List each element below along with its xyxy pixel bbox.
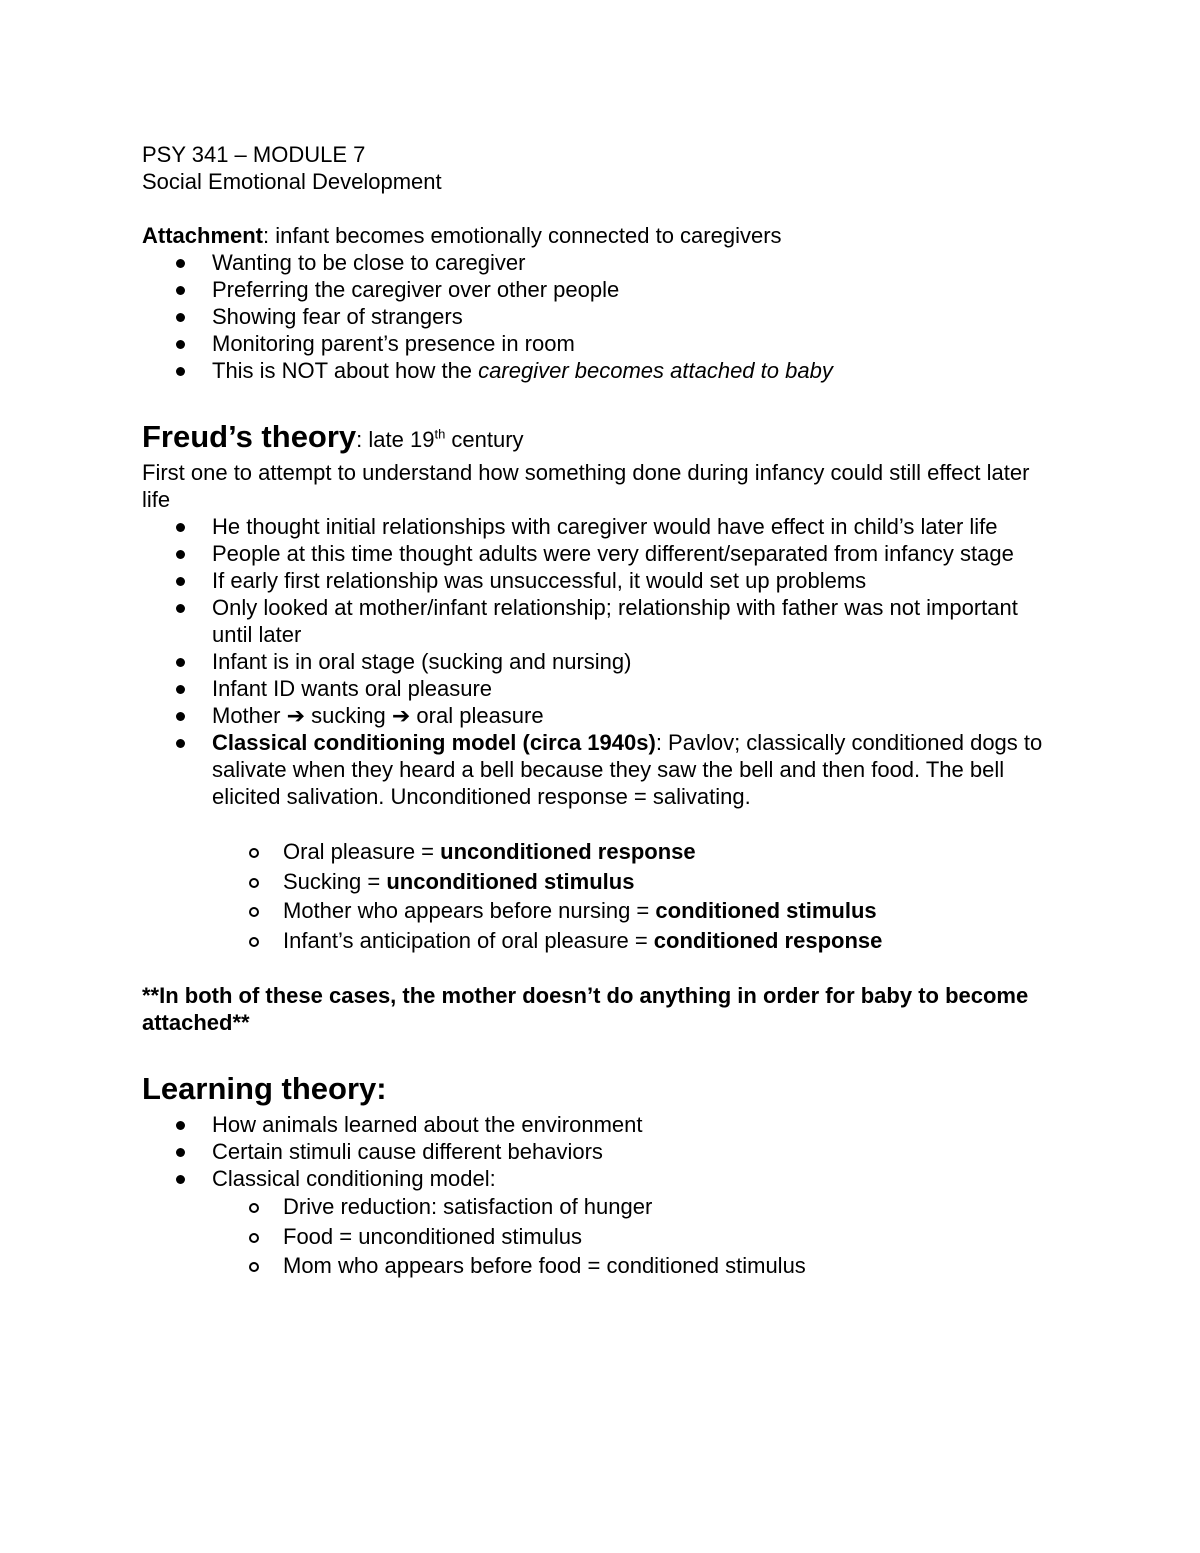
- sub-item-bold: conditioned stimulus: [655, 898, 877, 923]
- chain-mother: Mother: [212, 703, 287, 728]
- freud-heading-suffix: : late 19: [356, 427, 435, 452]
- list-item: [142, 729, 1062, 810]
- sub-item-bold: unconditioned response: [440, 839, 696, 864]
- chain-sucking: sucking: [305, 703, 392, 728]
- list-item: Showing fear of strangers: [142, 303, 1062, 330]
- list-item: If early first relationship was unsuccessful, it would set up problems: [142, 567, 1062, 594]
- list-item: [142, 702, 1062, 729]
- sub-item-bold: conditioned response: [653, 927, 883, 953]
- list-item: [142, 926, 1062, 956]
- chain-oral-pleasure: oral pleasure: [410, 703, 544, 728]
- freud-sub-list: [142, 837, 1062, 955]
- module-subtitle: Social Emotional Development: [142, 169, 442, 194]
- list-item: [142, 357, 1062, 384]
- attachment-note: [142, 982, 1062, 1036]
- sub-item-text: Sucking =: [283, 868, 387, 894]
- list-item: Food = unconditioned stimulus: [142, 1222, 1062, 1252]
- attachment-definition: [142, 222, 1062, 249]
- list-item: People at this time thought adults were very different/separated from infancy stage: [142, 540, 1062, 567]
- list-item: Only looked at mother/infant relationship; relationship with father was not important until later: [142, 594, 1062, 648]
- learning-list: [142, 1111, 1062, 1192]
- freud-list: [142, 513, 1062, 810]
- sub-item-text: Infant’s anticipation of oral pleasure =: [283, 927, 654, 953]
- list-item-text: This is NOT about how the: [212, 358, 479, 383]
- list-item: Monitoring parent’s presence in room: [142, 330, 1062, 357]
- list-item: Mom who appears before food = conditioned stimulus: [142, 1251, 1062, 1281]
- freud-heading: [142, 418, 1062, 459]
- sub-item-text: Oral pleasure =: [283, 839, 441, 864]
- learning-heading-title: Learning theory:: [142, 1071, 387, 1106]
- freud-heading-sup: th: [434, 426, 446, 442]
- list-item: He thought initial relationships with caregiver would have effect in child’s later life: [142, 513, 1062, 540]
- attachment-list: [142, 249, 1062, 384]
- list-item: How animals learned about the environment: [142, 1111, 1062, 1138]
- list-item: Drive reduction: satisfaction of hunger: [142, 1192, 1062, 1222]
- list-item: [142, 837, 1062, 867]
- list-item: [142, 867, 1062, 897]
- arrow-right-icon: ➔: [391, 703, 411, 728]
- list-item: Infant is in oral stage (sucking and nursing): [142, 648, 1062, 675]
- arrow-right-icon: ➔: [286, 703, 306, 728]
- list-item: Wanting to be close to caregiver: [142, 249, 1062, 276]
- classical-model-term: Classical conditioning model (circa 1940s): [212, 730, 656, 755]
- attachment-definition-text: : infant becomes emotionally connected to caregivers: [263, 223, 782, 248]
- list-item-italic: caregiver becomes attached to baby: [478, 358, 833, 383]
- document-page: [142, 141, 1062, 1281]
- attachment-term: Attachment: [142, 223, 264, 248]
- list-item: Certain stimuli cause different behaviors: [142, 1138, 1062, 1165]
- list-item: Infant ID wants oral pleasure: [142, 675, 1062, 702]
- learning-heading: [142, 1070, 1062, 1111]
- freud-intro: First one to attempt to understand how something done during infancy could still effect later life: [142, 460, 1030, 512]
- list-item: [142, 896, 1062, 926]
- attachment-note-text: **In both of these cases, the mother doesn’t do anything in order for baby to become attached**: [142, 983, 1029, 1035]
- classical-model-text: : Pavlov; classically conditioned dogs to salivate when they heard a bell because they saw the bell and then food. The bell elicited salivation. Unconditioned response = salivating.: [212, 730, 1043, 809]
- list-item: Preferring the caregiver over other people: [142, 276, 1062, 303]
- freud-heading-title: Freud’s theory: [142, 419, 357, 454]
- course-title: PSY 341 – MODULE 7: [142, 142, 366, 167]
- sub-item-bold: unconditioned stimulus: [386, 868, 635, 894]
- freud-heading-end: century: [445, 427, 524, 452]
- list-item: Classical conditioning model:: [142, 1165, 1062, 1192]
- learning-sub-list: [142, 1192, 1062, 1281]
- sub-item-text: Mother who appears before nursing =: [283, 898, 656, 923]
